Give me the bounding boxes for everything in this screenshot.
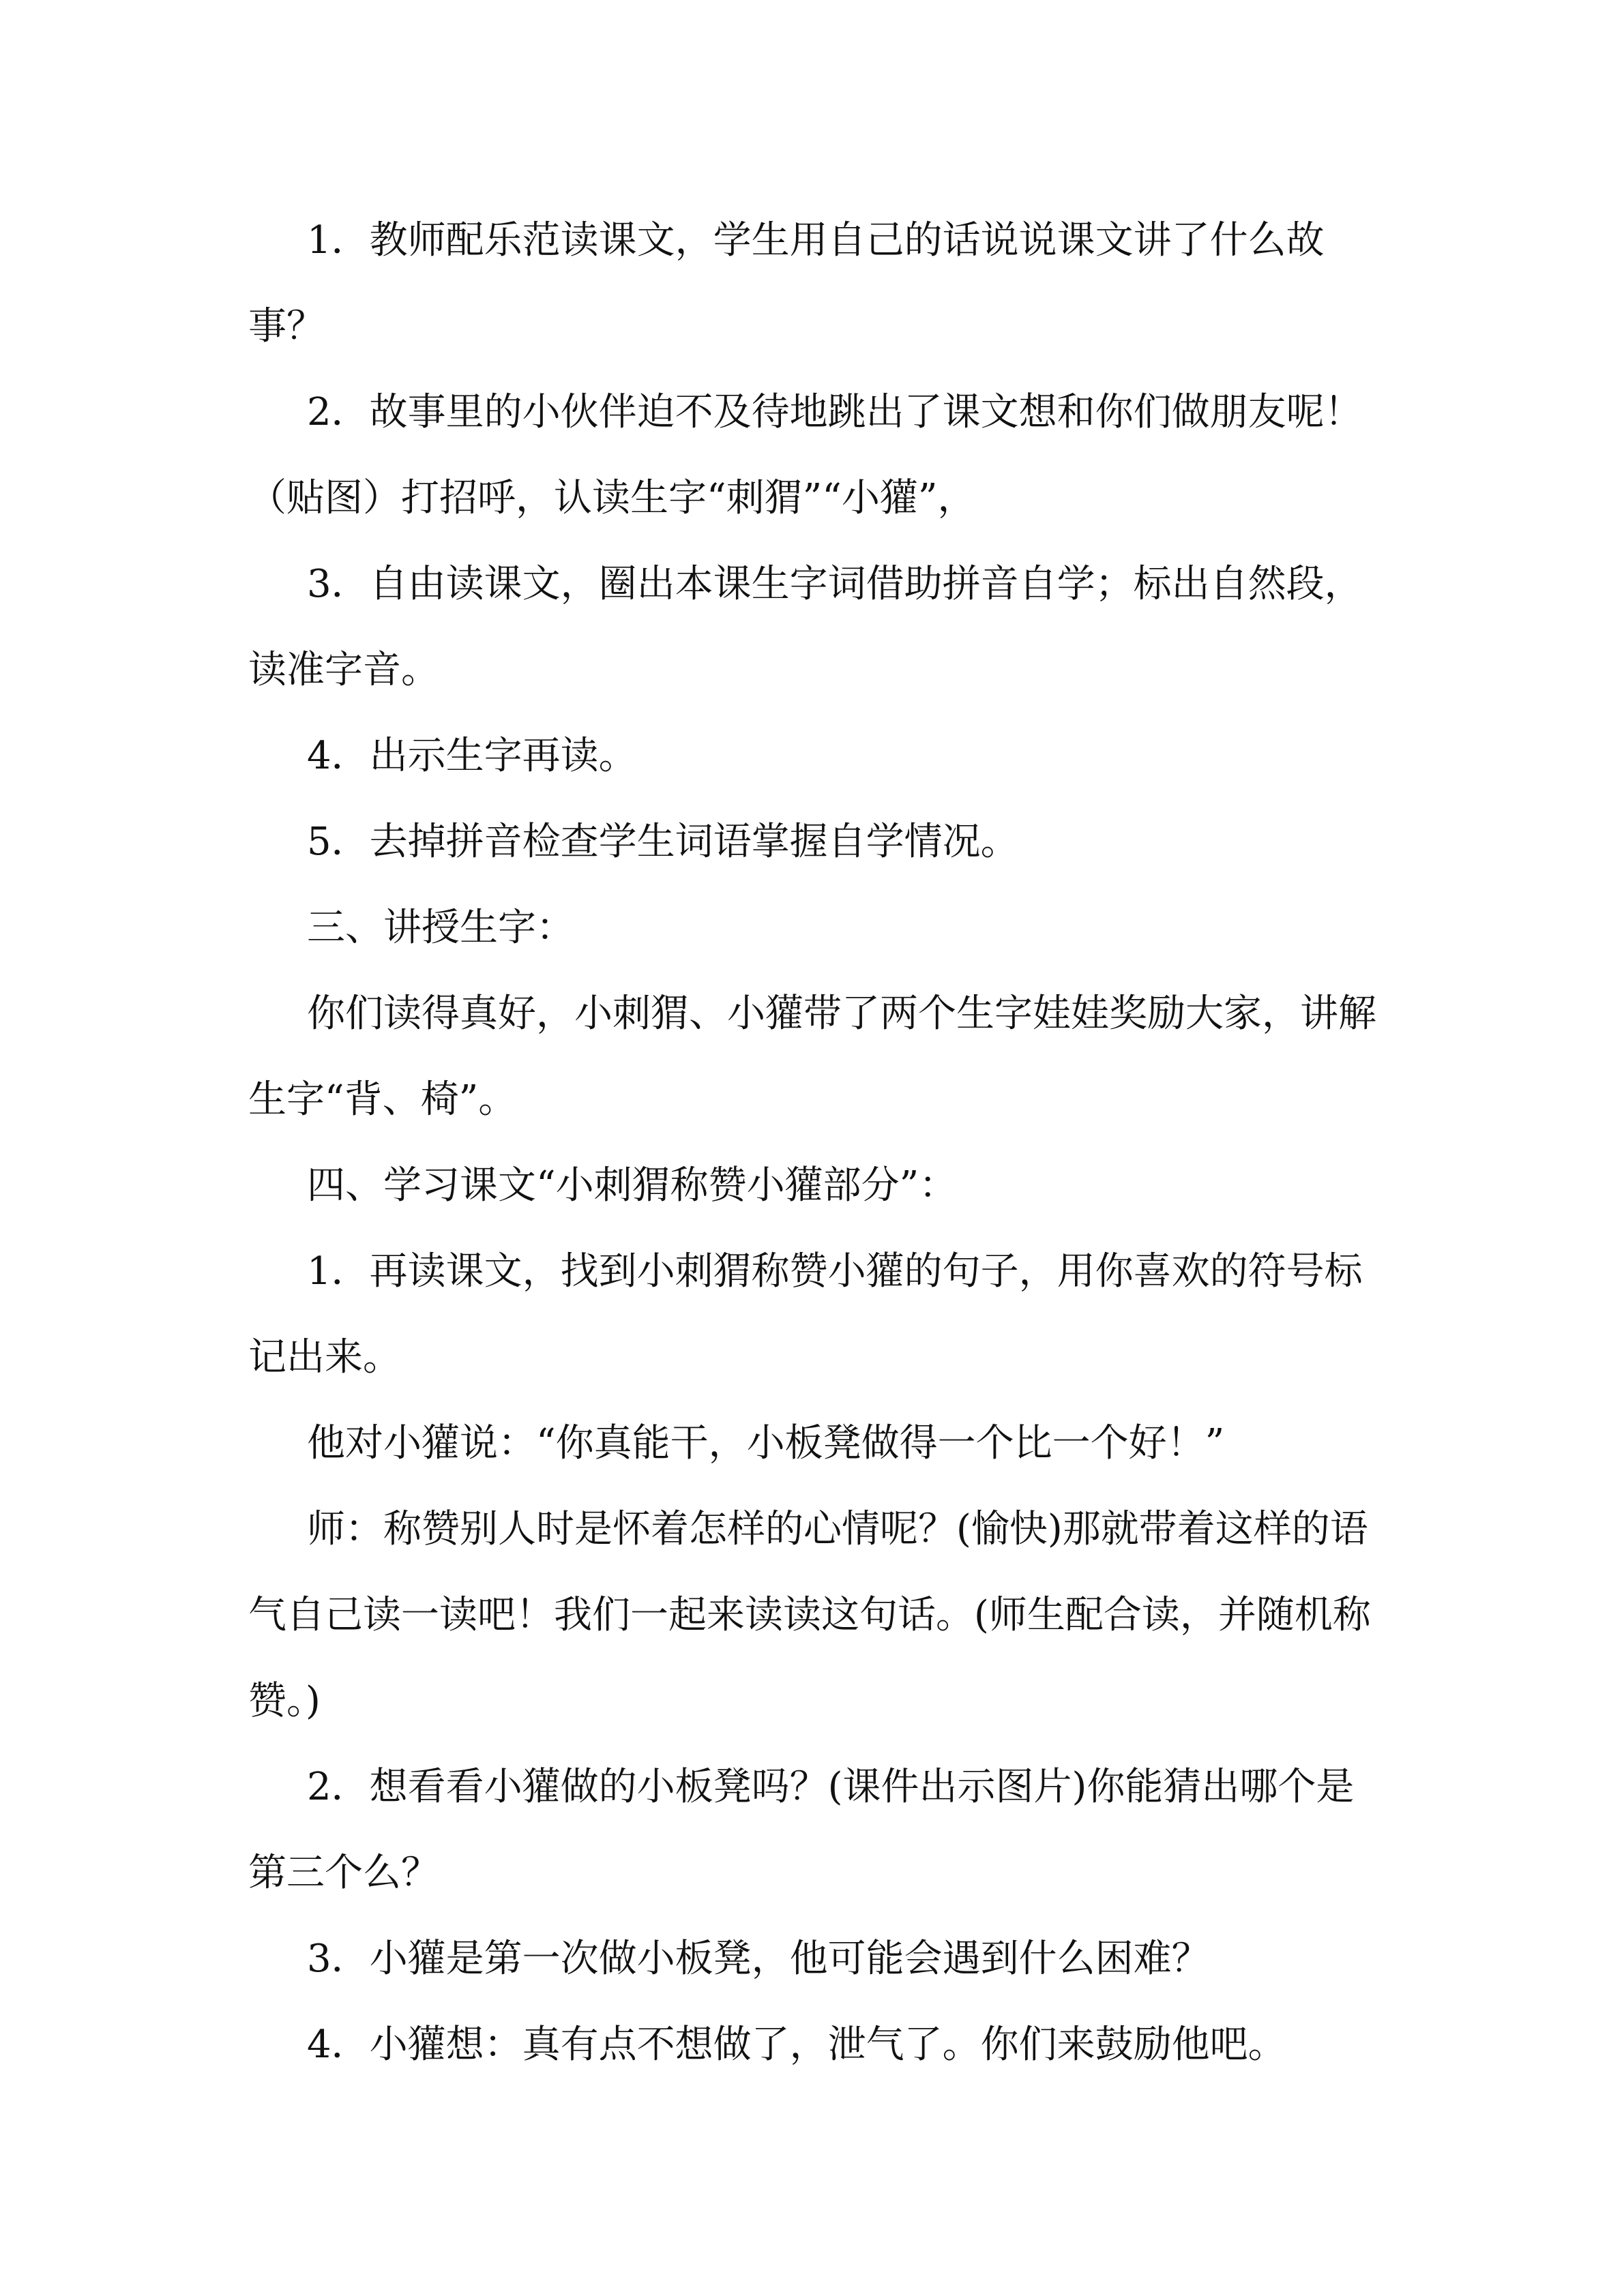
paragraph-reread-find-sentence [248, 1229, 1408, 1401]
section-heading-3 [248, 885, 1408, 971]
paragraph-line: 第三个么？ [248, 1851, 439, 1895]
paragraph-line: 气自己读一读吧！我们一起来读读这句话。(师生配合读，并随机称 [248, 1593, 1371, 1637]
paragraph-step-1-model-reading [248, 198, 1408, 370]
paragraph-line: 4．小獾想：真有点不想做了，泄气了。你们来鼓励他吧。 [307, 2023, 1286, 2067]
paragraph-line: 2．故事里的小伙伴迫不及待地跳出了课文想和你们做朋友呢！ [307, 390, 1363, 434]
paragraph-line: 3．小獾是第一次做小板凳，他可能会遇到什么困难？ [307, 1937, 1210, 1981]
paragraph-step-2-greeting [248, 370, 1408, 541]
paragraph-line: （贴图）打招呼，认读生字“刺猬”“小獾”， [248, 476, 976, 520]
paragraph-teach-characters [248, 971, 1408, 1143]
paragraph-line: 事？ [248, 304, 325, 348]
paragraph-line: 4．出示生字再读。 [307, 734, 637, 778]
paragraph-line: 赞。) [248, 1679, 321, 1723]
paragraph-line: 5．去掉拼音检查学生词语掌握自学情况。 [307, 820, 1019, 864]
paragraph-step-3-free-reading [248, 541, 1408, 713]
section-heading-4 [248, 1143, 1408, 1229]
paragraph-line: 你们读得真好，小刺猬、小獾带了两个生字娃娃奖励大家，讲解 [307, 992, 1376, 1036]
paragraph-line: 生字“背、椅”。 [248, 1077, 517, 1122]
paragraph-line: 师：称赞别人时是怀着怎样的心情呢？(愉快)那就带着这样的语 [307, 1507, 1368, 1551]
paragraph-show-stools [248, 1744, 1408, 1916]
paragraph-line: 1．再读课文，找到小刺猬称赞小獾的句子，用你喜欢的符号标 [307, 1249, 1363, 1294]
section-heading-line: 四、学习课文“小刺猬称赞小獾部分”： [307, 1163, 958, 1208]
paragraph-step-4-show-characters [248, 713, 1408, 799]
paragraph-difficulties [248, 1916, 1408, 2002]
paragraph-teacher-prompt [248, 1487, 1408, 1744]
section-heading-line: 三、讲授生字： [307, 906, 574, 950]
paragraph-quote [248, 1401, 1408, 1487]
paragraph-step-5-remove-pinyin [248, 799, 1408, 885]
paragraph-encourage [248, 2002, 1408, 2088]
paragraph-line: 1．教师配乐范读课文，学生用自己的话说说课文讲了什么故 [307, 218, 1325, 263]
document-body [248, 198, 1408, 2088]
paragraph-line: 3．自由读课文，圈出本课生字词借助拼音自学；标出自然段， [307, 562, 1363, 606]
paragraph-line: 他对小獾说：“你真能干，小板凳做得一个比一个好！” [307, 1421, 1225, 1465]
paragraph-line: 记出来。 [248, 1335, 401, 1380]
paragraph-line: 2．想看看小獾做的小板凳吗？(课件出示图片)你能猜出哪个是 [307, 1765, 1355, 1809]
paragraph-line: 读准字音。 [248, 648, 439, 692]
